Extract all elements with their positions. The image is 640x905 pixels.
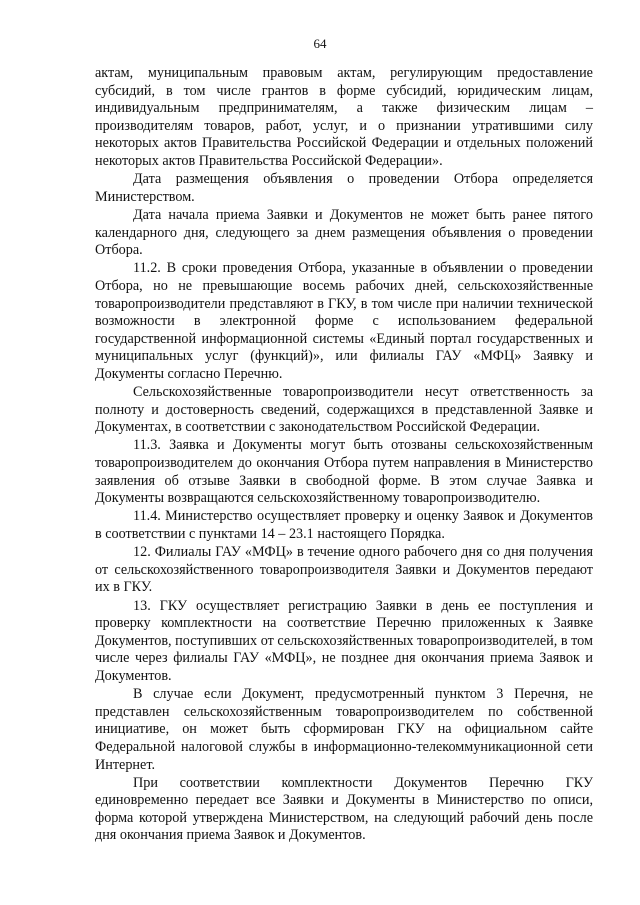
paragraph-11-4: 11.4. Министерство осуществляет проверку и оценку Заявок и Документов в соответствии с пунктами 14 – 23.1 настоящего Порядка. (95, 508, 593, 542)
document-body (95, 65, 593, 845)
paragraph-document-3: В случае если Документ, предусмотренный пунктом 3 Перечня, не представлен сельскохозяйственным товаропроизводителем по собственной инициативе, он может быть сформирован ГКУ на официальном сайте Федеральной налоговой службы в информационно-телекоммуникационной сети Интернет. (95, 686, 593, 773)
paragraph-12: 12. Филиалы ГАУ «МФЦ» в течение одного рабочего дня со дня получения от сельскохозяйственного товаропроизводителя Заявки и Документов передают их в ГКУ. (95, 544, 593, 596)
paragraph-11-3: 11.3. Заявка и Документы могут быть отозваны сельскохозяйственным товаропроизводителем до окончания Отбора путем направления в Министерство заявления об отзыве Заявки в свободной форме. В этом случае Заявка и Документы возвращаются сельскохозяйственному товаропроизводителю. (95, 437, 593, 507)
paragraph-continuation: актам, муниципальным правовым актам, регулирующим предоставление субсидий, в том числе грантов в форме субсидий, юридическим лицам, индивидуальным предпринимателям, а также физическим лицам – производителям товаров, работ, услуг, и о признании утратившими силу некоторых актов Правительства Российской Федерации и отдельных положений некоторых актов Правительства Российской Федерации». (95, 65, 593, 169)
paragraph-announcement-date: Дата размещения объявления о проведении Отбора определяется Министерством. (95, 171, 593, 205)
paragraph-transfer: При соответствии комплектности Документов Перечню ГКУ единовременно передает все Заявки и Документы в Министерство по описи, форма которой утверждена Министерством, на следующий рабочий день после дня окончания приема Заявок и Документов. (95, 774, 593, 844)
page-number: 64 (313, 36, 327, 51)
paragraph-responsibility: Сельскохозяйственные товаропроизводители несут ответственность за полноту и достоверность сведений, содержащихся в представленной Заявке и Документах, в соответствии с законодательством Российской Федерации. (95, 384, 593, 436)
paragraph-11-2: 11.2. В сроки проведения Отбора, указанные в объявлении о проведении Отбора, но не превышающие восемь рабочих дней, сельскохозяйственные товаропроизводители представляют в ГКУ, в том числе при наличии технической возможности в электронной форме с использованием федеральной государственной информационной системы «Единый портал государственных и муниципальных услуг (функций)», или филиалы ГАУ «МФЦ» Заявку и Документы согласно Перечню. (95, 260, 593, 382)
paragraph-13: 13. ГКУ осуществляет регистрацию Заявки в день ее поступления и проверку комплектности на соответствие Перечню приложенных к Заявке Документов, поступивших от сельскохозяйственных товаропроизводителей, в том числе через филиалы ГАУ «МФЦ», не позднее дня окончания приема Заявок и Документов. (95, 597, 593, 684)
paragraph-start-date: Дата начала приема Заявки и Документов не может быть ранее пятого календарного дня, следующего за днем размещения объявления о проведении Отбора. (95, 206, 593, 259)
